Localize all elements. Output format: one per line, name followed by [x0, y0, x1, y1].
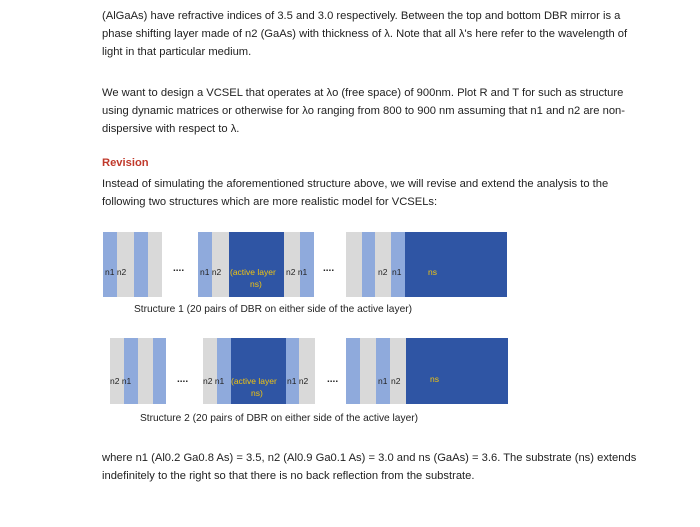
s1-active-label-2: ns)	[250, 279, 262, 289]
s2-dots-left: ....	[177, 374, 189, 385]
s1-dots-left: ....	[173, 263, 185, 274]
structure-2	[110, 338, 508, 424]
revision-heading: Revision	[102, 157, 149, 169]
s1-right-label-a: n2	[378, 267, 388, 277]
s2-active-label-1: (active layer	[231, 376, 277, 386]
s1-dots-right: ....	[323, 263, 335, 274]
s2-dots-right: ....	[327, 374, 339, 385]
paragraph-revision: Instead of simulating the aforementioned structure above, we will revise and extend the analysis to the following two structures which are more realistic model for VCSELs:	[102, 178, 609, 208]
s2-right-label-b: n2	[391, 376, 401, 386]
structure-1	[103, 232, 507, 315]
s2-active-label-2: ns)	[251, 388, 263, 398]
s1-substrate-label: ns	[428, 267, 437, 277]
structure-2-caption: Structure 2 (20 pairs of DBR on either side of the active layer)	[140, 413, 419, 424]
s1-active-label-1: (active layer	[230, 267, 276, 277]
structure-1-caption: Structure 1 (20 pairs of DBR on either side of the active layer)	[134, 304, 413, 315]
s2-substrate-label: ns	[430, 374, 439, 384]
paragraph-materials: (AlGaAs) have refractive indices of 3.5 and 3.0 respectively. Between the top and bottom DBR mirror is a phase shifting layer made of n2 (GaAs) with thickness of λ. Note that all λ's here refer to the wavelength of light in that particular medium.	[102, 10, 628, 58]
s1-right-label-b: n1	[392, 267, 402, 277]
s2-right-label-a: n1	[378, 376, 388, 386]
s1-mid-left-label: n1 n2	[200, 267, 222, 277]
s1-mid-right-label: n2 n1	[286, 267, 308, 277]
paragraph-design-task: We want to design a VCSEL that operates at λo (free space) of 900nm. Plot R and T for such as structure using dynamic matrices or otherwise for λo ranging from 800 to 900 nm assuming that n1 and n2 are non-dispersive with respect to λ.	[102, 87, 625, 135]
s2-mid-right-label: n1 n2	[287, 376, 309, 386]
paragraph-indices: where n1 (Al0.2 Ga0.8 As) = 3.5, n2 (Al0.9 Ga0.1 As) = 3.0 and ns (GaAs) = 3.6. The substrate (ns) extends indefinitely to the right so that there is no back reflection from the substrate.	[102, 452, 637, 482]
s1-left-label: n1 n2	[105, 267, 127, 277]
s2-mid-left-label: n2 n1	[203, 376, 225, 386]
s2-left-label: n2 n1	[110, 376, 132, 386]
